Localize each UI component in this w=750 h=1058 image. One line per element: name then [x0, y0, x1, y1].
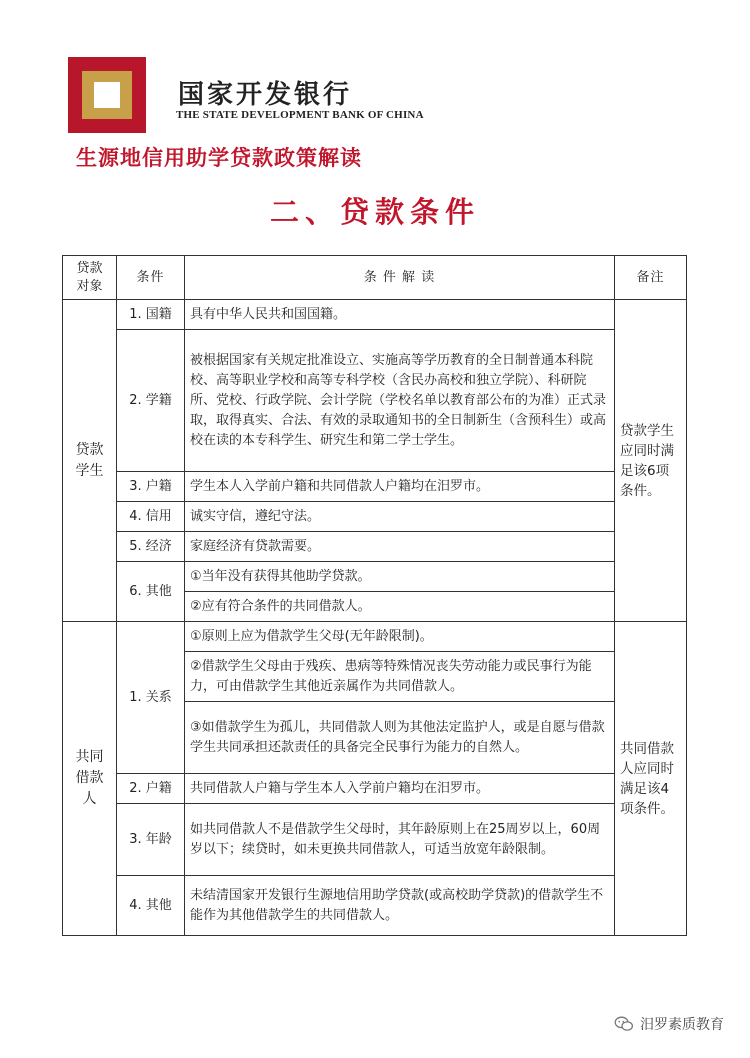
explanation-cell: 共同借款人户籍与学生本人入学前户籍均在汨罗市。	[185, 774, 615, 804]
explanation-cell: ①原则上应为借款学生父母(无年龄限制)。	[185, 622, 615, 652]
document-subtitle: 生源地信用助学贷款政策解读	[76, 145, 362, 170]
note-cell: 共同借款人应同时满足该4项条件。	[615, 622, 687, 936]
table-row	[63, 502, 687, 532]
explanation-cell: 学生本人入学前户籍和共同借款人户籍均在汨罗市。	[185, 472, 615, 502]
condition-cell: 2. 户籍	[117, 774, 185, 804]
bank-name-en: THE STATE DEVELOPMENT BANK OF CHINA	[176, 109, 424, 121]
subject-cell: 共同 借款 人	[63, 622, 117, 936]
explanation-cell: ①当年没有获得其他助学贷款。	[185, 562, 615, 592]
condition-cell: 1. 国籍	[117, 300, 185, 330]
explanation-cell: 被根据国家有关规定批准设立、实施高等学历教育的全日制普通本科院校、高等职业学校和高等专科学校（含民办高校和独立学院）、科研院所、党校、行政学院、会计学院（学校名单以教育部公布的为准）正式录取，取得真实、合法、有效的录取通知书的全日制新生（含预科生）或高校在读的本专科学生、研究生和第二学士学生。	[185, 330, 615, 472]
condition-cell: 3. 年龄	[117, 804, 185, 876]
condition-cell: 4. 其他	[117, 876, 185, 936]
table-row	[63, 330, 687, 472]
table-row	[63, 774, 687, 804]
condition-cell: 4. 信用	[117, 502, 185, 532]
explanation-cell: ②应有符合条件的共同借款人。	[185, 592, 615, 622]
loan-conditions-table	[62, 255, 687, 936]
footer-watermark	[614, 1014, 724, 1034]
header-condition: 条件	[117, 256, 185, 300]
header-note: 备注	[615, 256, 687, 300]
cdb-logo-icon	[68, 57, 146, 133]
table-row	[63, 562, 687, 592]
table-row	[63, 532, 687, 562]
wechat-icon	[614, 1016, 634, 1032]
subject-cell: 贷款 学生	[63, 300, 117, 622]
note-cell: 贷款学生应同时满足该6项条件。	[615, 300, 687, 622]
header-subject: 贷款 对象	[63, 256, 117, 300]
table-row	[63, 876, 687, 936]
explanation-cell: 未结清国家开发银行生源地信用助学贷款(或高校助学贷款)的借款学生不能作为其他借款学生的共同借款人。	[185, 876, 615, 936]
condition-cell: 2. 学籍	[117, 330, 185, 472]
bank-name-cn: 国家开发银行	[178, 80, 353, 110]
condition-cell: 3. 户籍	[117, 472, 185, 502]
explanation-cell: 具有中华人民共和国国籍。	[185, 300, 615, 330]
table-row	[63, 300, 687, 330]
explanation-cell: ③如借款学生为孤儿，共同借款人则为其他法定监护人，或是自愿与借款学生共同承担还款责任的具备完全民事行为能力的自然人。	[185, 702, 615, 774]
table-row	[63, 804, 687, 876]
table-row	[63, 622, 687, 652]
explanation-cell: 如共同借款人不是借款学生父母时，其年龄原则上在25周岁以上，60周岁以下；续贷时，如未更换共同借款人，可适当放宽年龄限制。	[185, 804, 615, 876]
condition-cell: 1. 关系	[117, 622, 185, 774]
table-row	[63, 472, 687, 502]
explanation-cell: 家庭经济有贷款需要。	[185, 532, 615, 562]
header-explanation: 条 件 解 读	[185, 256, 615, 300]
section-title: 二、贷款条件	[269, 195, 480, 229]
footer-account-name: 汨罗素质教育	[640, 1017, 724, 1033]
condition-cell: 6. 其他	[117, 562, 185, 622]
explanation-cell: ②借款学生父母由于残疾、患病等特殊情况丧失劳动能力或民事行为能力，可由借款学生其他近亲属作为共同借款人。	[185, 652, 615, 702]
condition-cell: 5. 经济	[117, 532, 185, 562]
explanation-cell: 诚实守信，遵纪守法。	[185, 502, 615, 532]
